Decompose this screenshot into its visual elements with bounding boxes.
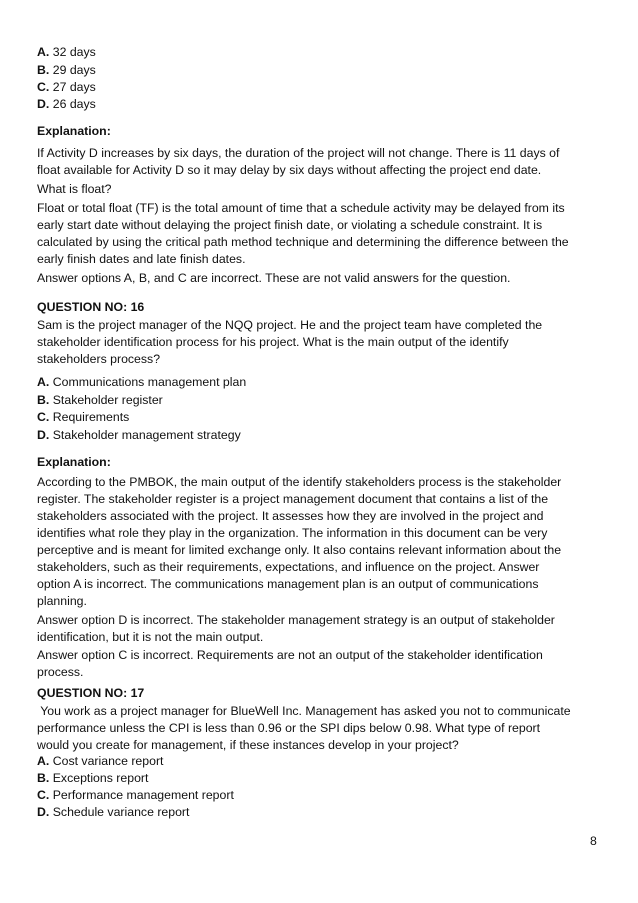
q15-explanation-line: If Activity D increases by six days, the duration of the project will not change. There is 11 days of [37,146,560,160]
q17-title: QUESTION NO: 17 [37,686,145,700]
q17-option-c: C. Performance management report [37,788,234,802]
q17-option-b: B. Exceptions report [37,771,149,785]
page-number: 8 [590,834,597,848]
q15-explanation-heading: Explanation: [37,124,111,138]
q16-explanation-line: perceptive and is meant for limited exchange only. It also contains relevant information about the [37,543,562,557]
q15-option-b: B. 29 days [37,63,96,77]
q15-explanation-line: float available for Activity D so it may delay by six days without affecting the project end date. [37,163,542,177]
q16-option-b: B. Stakeholder register [37,393,163,407]
q16-option-a: A. Communications management plan [37,375,247,389]
q15-explanation-line: Float or total float (TF) is the total amount of time that a schedule activity may be delayed from its [37,201,565,215]
q16-title: QUESTION NO: 16 [37,300,145,314]
q16-explanation-line: Answer option C is incorrect. Requirements are not an output of the stakeholder identification [37,648,543,662]
q16-option-c: C. Requirements [37,410,130,424]
q17-option-d: D. Schedule variance report [37,805,190,819]
q15-option-a: A. 32 days [37,45,96,59]
q15-explanation-line: early finish dates and late finish dates. [37,252,246,266]
q16-explanation-line: stakeholders, such as their requirements, expectations, and influence on the project. Answer [37,560,540,574]
q17-question-line: would you create for management, if these instances develop in your project? [37,738,459,752]
q17-question-line: performance unless the CPI is less than 0.96 or the SPI dips below 0.98. What type of report [37,721,541,735]
q17-question-line: You work as a project manager for BlueWell Inc. Management has asked you not to communicate [37,704,571,718]
q16-explanation-line: According to the PMBOK, the main output of the identify stakeholders process is the stakeholder [37,475,562,489]
q16-explanation-line: identifies what role they play in the organization. The information in this document can be very [37,526,548,540]
q16-explanation-heading: Explanation: [37,455,111,469]
q15-option-d: D. 26 days [37,97,96,111]
q16-explanation-line: planning. [37,594,87,608]
q16-question-line: Sam is the project manager of the NQQ project. He and the project team have completed the [37,318,543,332]
q15-explanation-line: Answer options A, B, and C are incorrect. These are not valid answers for the question. [37,271,511,285]
q17-option-a: A. Cost variance report [37,754,164,768]
q15-explanation-line: calculated by using the critical path method technique and determining the difference between the [37,235,569,249]
q16-explanation-line: process. [37,665,84,679]
q15-explanation-line: early start date without delaying the project finish date, or violating a schedule constraint. It is [37,218,543,232]
q15-explanation-line: What is float? [37,182,112,196]
q16-explanation-line: stakeholders associated with the project. It assesses how they are involved in the project and [37,509,544,523]
q16-explanation-line: Answer option D is incorrect. The stakeholder management strategy is an output of stakeholder [37,613,555,627]
q15-option-c: C. 27 days [37,80,96,94]
q16-option-d: D. Stakeholder management strategy [37,428,241,442]
q16-explanation-line: register. The stakeholder register is a project management document that contains a list of the [37,492,549,506]
q16-question-line: stakeholders process? [37,352,161,366]
q16-question-line: stakeholder identification process for his project. What is the main output of the identify [37,335,509,349]
q16-explanation-line: option A is incorrect. The communications management plan is an output of communications [37,577,539,591]
q16-explanation-line: identification, but it is not the main output. [37,630,264,644]
